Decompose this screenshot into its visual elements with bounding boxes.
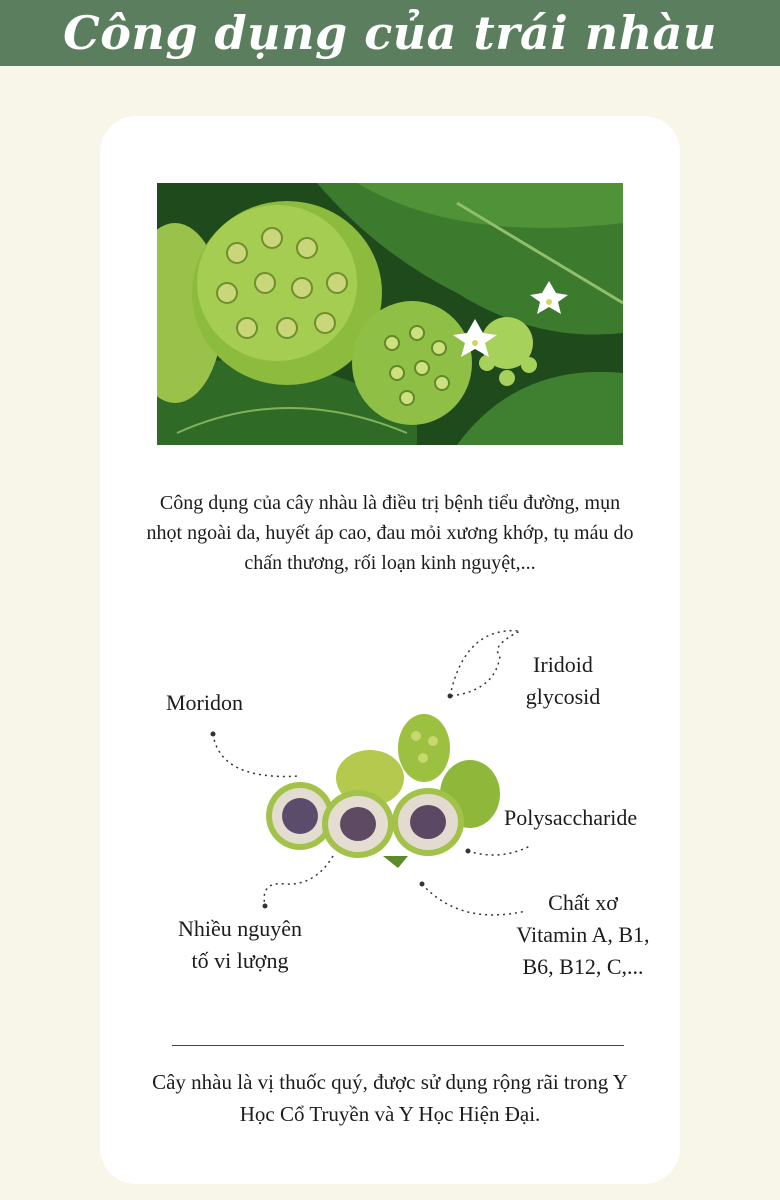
noni-fruit-cluster: [258, 706, 518, 876]
header-banner: [0, 0, 780, 66]
noni-photo-illustration: [157, 183, 623, 445]
label-polysaccharide: Polysaccharide: [504, 805, 638, 830]
label-fiber-vitamins: Chất xơ Vitamin A, B1, B6, B12, C,...: [516, 890, 650, 979]
label-iridoid: Iridoid glycosid: [525, 652, 601, 709]
divider: [172, 1045, 624, 1046]
content-card: [100, 116, 680, 1184]
noni-photo: [157, 183, 623, 445]
noni-fruit-illustration: [258, 706, 518, 876]
label-moridon: Moridon: [166, 690, 243, 715]
label-trace-elements: Nhiều nguyên tố vi lượng: [177, 916, 303, 973]
footer-paragraph: Cây nhàu là vị thuốc quý, được sử dụng rộng rãi trong Y Học Cổ Truyền và Y Học Hiện Đại.: [152, 1070, 628, 1126]
intro-paragraph: Công dụng của cây nhàu là điều trị bệnh tiểu đường, mụn nhọt ngoài da, huyết áp cao, đau mỏi xương khớp, tụ máu do chấn thương, rối loạn kinh nguyệt,...: [146, 492, 634, 574]
page-title: Công dụng của trái nhàu: [63, 6, 717, 60]
